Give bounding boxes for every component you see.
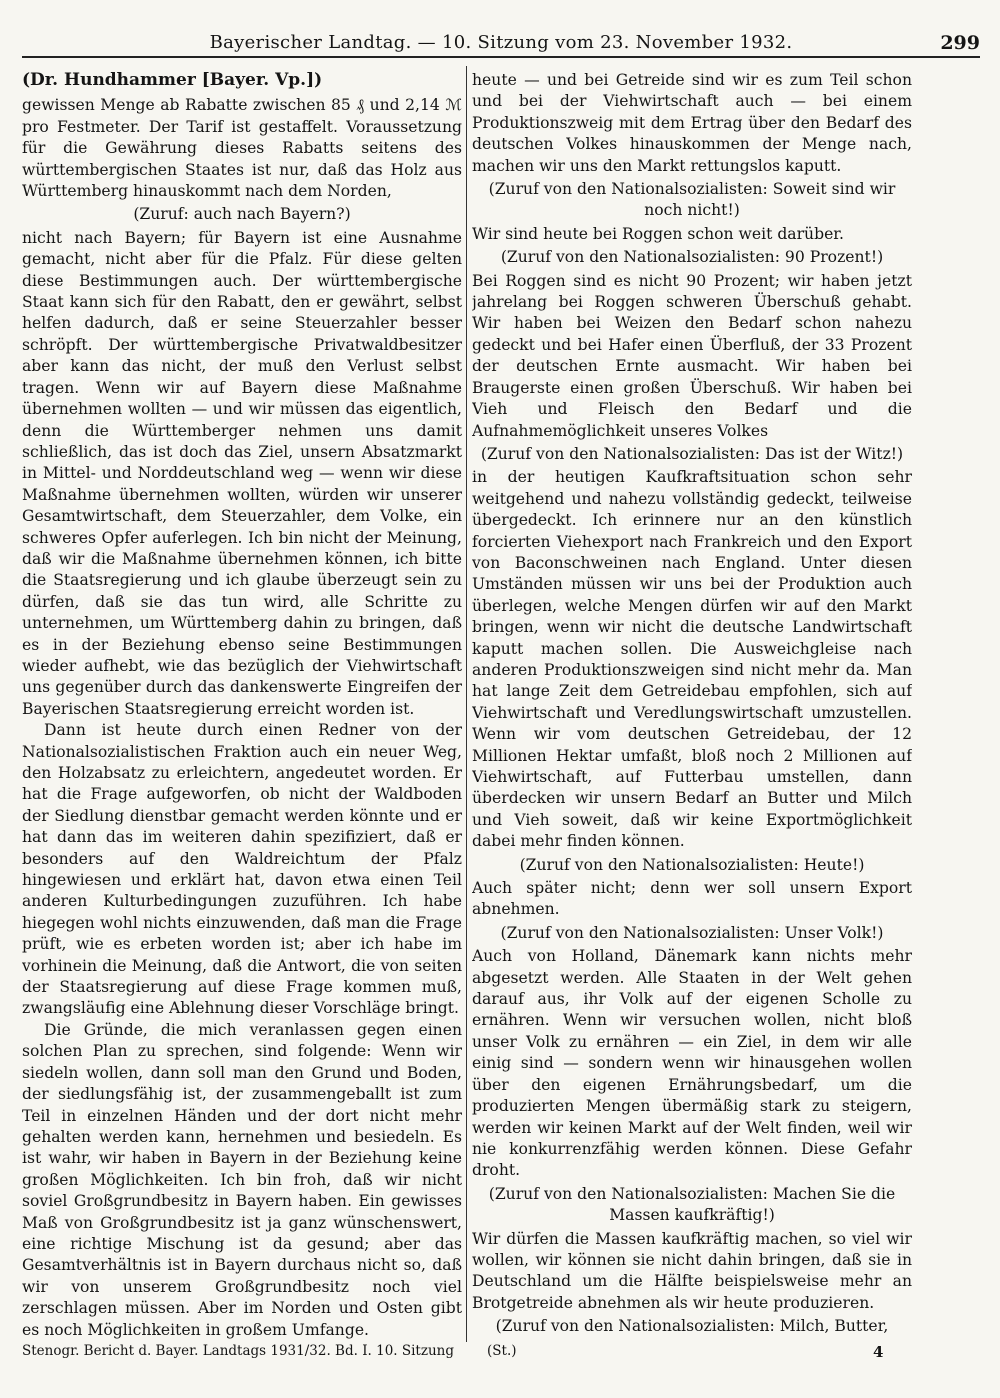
paragraph: gewissen Menge ab Rabatte zwischen 85 ₰ und 2,14 ℳ pro Festmeter. Der Tarif ist gestaffelt. Voraussetzung für die Gewährung dieses Rabatts seitens des württembergischen Staates ist nur, daß das Holz aus Württemberg hinauskommt nach dem Norden, [22,96,462,201]
header-title: Bayerischer Landtag. — 10. Sitzung vom 23. November 1932. [209,32,793,53]
interjection: (Zuruf von den Nationalsozialisten: Machen Sie die Massen kaufkräftig!) [488,1184,896,1225]
paragraph: nicht nach Bayern; für Bayern ist eine Ausnahme gemacht, nicht aber für die Pfalz. Für diese gelten diese Bestimmungen auch. Der württembergische Staat kann sich für den Rabatt, den er gewährt, selbst helfen dadurch, daß er seine Steuerzahler besser schröpft. Der württembergische Privatwaldbesitzer aber kann das nicht, der muß den Verlust selbst tragen. Wenn wir auf Bayern diese Maßnahme übernehmen wollten — und wir müssen das eigentlich, denn die Württemberger nehmen uns damit schließlich, das ist doch das Ziel, unsern Absatzmarkt in Mittel- und Norddeutschland weg — wenn wir diese Maßnahme übernehmen wollten, würden wir unserer Gesamtwirtschaft, dem Steuerzahler, dem Volke, ein schweres Opfer auferlegen. Ich bin nicht der Meinung, daß wir die Maßnahme übernehmen können, ich bitte die Staatsregierung und ich glaube überzeugt sein zu dürfen, daß sie das tun wird, alle Schritte zu unternehmen, um Württemberg dahin zu bringen, daß es in der Beziehung ebenso seine Bestimmungen wieder aufhebt, wie das bezüglich der Viehwirtschaft uns gegenüber durch das dankenswerte Eingreifen der Bayerischen Staatsregierung erreicht worden ist. [22,228,462,718]
paragraph: Bei Roggen sind es nicht 90 Prozent; wir haben jetzt jahrelang bei Roggen schweren Überschuß gehabt. Wir haben bei Weizen den Bedarf schon nahezu gedeckt und bei Hafer einen Überfluß, der 33 Prozent der deutschen Ernte ausmacht. Wir haben bei Braugerste einen großen Überschuß. Wir haben bei Vieh und Fleisch den Bedarf und die Aufnahmemöglichkeit unseres Volkes [472,271,912,440]
speaker-label: (Dr. Hundhammer [Bayer. Vp.]) [22,70,323,90]
footer-source: Stenogr. Bericht d. Bayer. Landtags 1931/32. Bd. I. 10. Sitzung [22,1343,454,1359]
interjection: (Zuruf von den Nationalsozialisten: Unser Volk!) [500,923,884,942]
footer-sheet-number: 4 [873,1343,884,1361]
interjection: (Zuruf von den Nationalsozialisten: 90 Prozent!) [500,248,884,267]
right-column [472,70,912,1340]
interjection: (Zuruf von den Nationalsozialisten: Soweit sind wir noch nicht!) [488,180,896,220]
paragraph: Wir dürfen die Massen kaufkräftig machen, so viel wir wollen, wir können sie nicht dahin bringen, daß sie in Deutschland um die Hälfte beispielsweise mehr an Brotgetreide abnehmen als wir heute produzieren. [472,1229,912,1312]
left-column [22,70,462,1340]
page-number: 299 [940,32,980,54]
paragraph: heute — und bei Getreide sind wir es zum Teil schon und bei der Viehwirtschaft auch — bei einem Produktionszweig mit dem Ertrag über den Bedarf des deutschen Volkes hinauskommen der Menge nach, machen wir uns den Markt rettungslos kaputt. [472,71,912,175]
paragraph: Dann ist heute durch einen Redner von der Nationalsozialistischen Fraktion auch ein neuer Weg, den Holzabsatz zu erleichtern, angedeutet worden. Er hat die Frage aufgeworfen, ob nicht der Waldboden der Siedlung dienstbar gemacht werden könnte und er hat dann das im weiteren dahin spezifiziert, daß er besonders auf den Waldreichtum der Pfalz hingewiesen und erklärt hat, davon etwa einen Teil anderen Kulturbedingungen zuzuführen. Ich habe hiegegen wohl nichts einzuwenden, daß man die Frage prüft, wie es erbeten worden ist; aber ich habe im vorhinein die Meinung, daß die Antwort, die von seiten der Staatsregierung auf diese Frage kommen muß, zwangsläufig eine Ablehnung dieser Vorschläge bringt. [22,721,462,1018]
page-footer [22,1343,980,1367]
interjection: (Zuruf von den Nationalsozialisten: Milch, Butter, [495,1317,889,1336]
interjection: (Zuruf von den Nationalsozialisten: Das ist der Witz!) [480,444,904,463]
column-divider [466,66,467,1342]
footer-mark: (St.) [487,1343,517,1359]
interjection: (Zuruf von den Nationalsozialisten: Heute!) [519,855,865,874]
paragraph: Auch von Holland, Dänemark kann nichts mehr abgesetzt werden. Alle Staaten in der Welt gehen darauf aus, ihr Volk auf der eigenen Scholle zu ernähren. Wenn wir versuchen wollen, nicht bloß unser Volk zu ernähren — ein Ziel, in dem wir alle einig sind — sondern wenn wir hinausgehen wollen über den eigenen Ernährungsbedarf, um die produzierten Mengen übermäßig stark zu steigern, werden wir keinen Markt auf der Welt finden, weil wir nie konkurrenzfähig werden können. Diese Gefahr droht. [472,947,912,1180]
interjection: (Zuruf: auch nach Bayern?) [133,205,351,224]
paragraph: Die Gründe, die mich veranlassen gegen einen solchen Plan zu sprechen, sind folgende: Wenn wir siedeln wollen, dann soll man den Grund und Boden, der siedlungsfähig ist, der zusammengeballt ist zum Teil in einzelnen Händen und der dort nicht mehr gehalten werden kann, hernehmen und besiedeln. Es ist wahr, wir haben in Bayern in der Beziehung keine großen Möglichkeiten. Ich bin froh, daß wir nicht soviel Großgrundbesitz in Bayern haben. Ein gewisses Maß von Großgrundbesitz ist ja ganz wünschenswert, eine richtige Mischung ist da gesund; aber das Gesamtverhältnis ist in Bayern durchaus nicht so, daß wir von unserem Großgrundbesitz noch viel zerschlagen müssen. Aber im Norden und Osten gibt es noch Möglichkeiten in großem Umfange. [22,1020,462,1339]
paragraph: Wir sind heute bei Roggen schon weit darüber. [472,224,845,243]
page-header [22,30,980,58]
paragraph: in der heutigen Kaufkraftsituation schon sehr weitgehend und nahezu vollständig gedeckt, teilweise übergedeckt. Ich erinnere nur an den künstlich forcierten Viehexport nach Frankreich und den Export von Baconschweinen nach England. Unter diesen Umständen müssen wir uns bei der Produktion auch überlegen, welche Mengen dürfen wir auf den Markt bringen, wenn wir nicht die deutsche Landwirtschaft kaputt machen sollen. Die Ausweichgleise nach anderen Produktionszweigen sind nicht mehr da. Man hat lange Zeit dem Getreidebau empfohlen, sich auf Viehwirtschaft und Veredlungswirtschaft umzustellen. Wenn wir vom deutschen Getreidebau, der 12 Millionen Hektar umfaßt, bloß noch 2 Millionen auf Viehwirtschaft, auf Futterbau umstellen, dann überdecken wir unsern Bedarf an Butter und Milch und Vieh soweit, daß wir keine Exportmöglichkeit dabei mehr finden können. [472,468,912,851]
paragraph: Auch später nicht; denn wer soll unsern Export abnehmen. [472,879,912,919]
